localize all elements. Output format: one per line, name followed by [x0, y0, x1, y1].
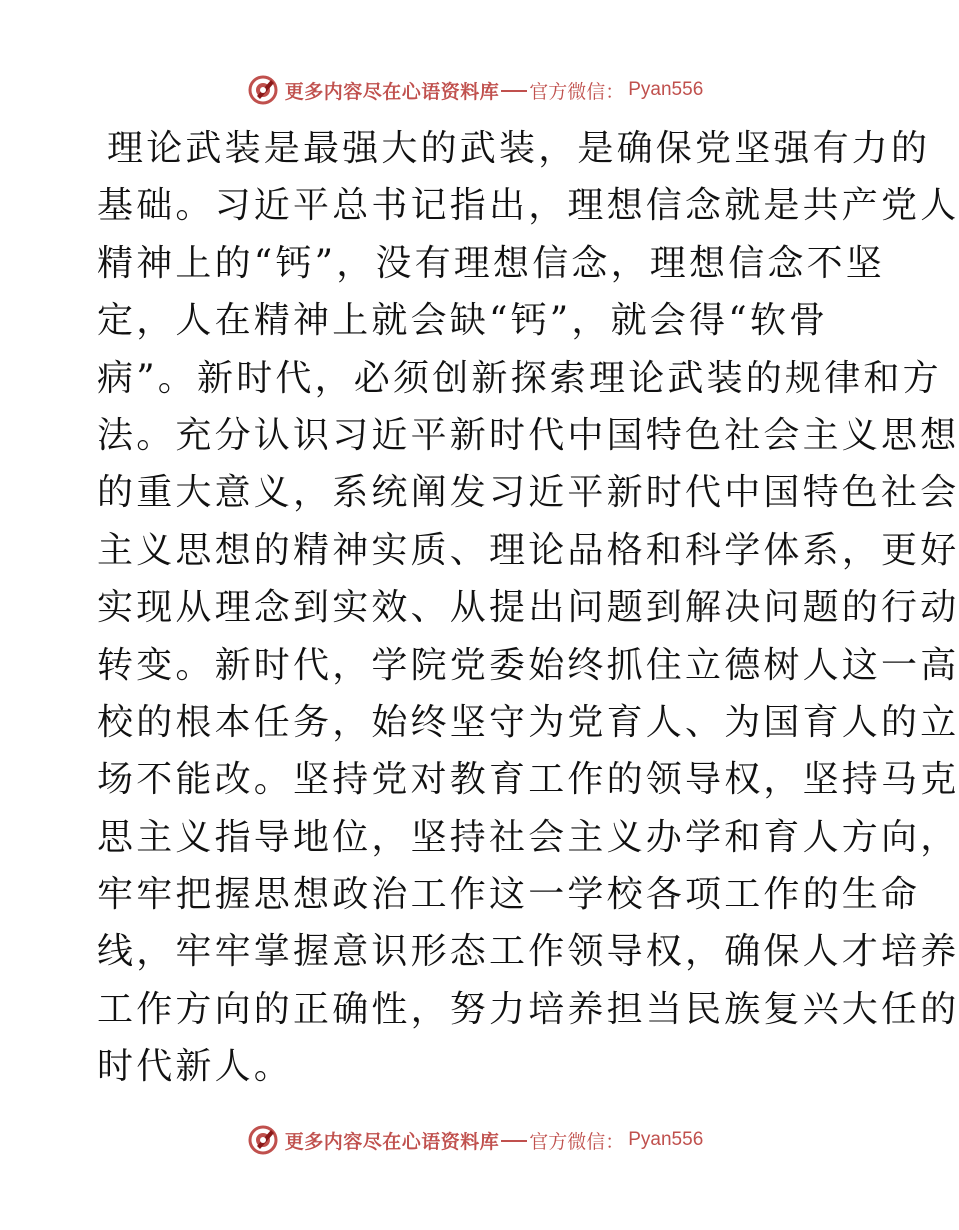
seal-logo-icon: [247, 1124, 279, 1156]
text-line: 工作方向的正确性，努力培养担当民族复兴大任的: [97, 988, 959, 1030]
banner-main-text: 更多内容尽在心语资料库: [284, 1130, 500, 1153]
banner-wechat-id: Pyan556: [628, 1129, 704, 1150]
text-line: 基础。习近平总书记指出，理想信念就是共产党人: [97, 185, 959, 227]
footer-banner: [0, 1122, 950, 1158]
banner-wechat-label: 官方微信：: [529, 1130, 625, 1153]
text-line: 精神上的“钙”，没有理想信念，理想信念不坚: [97, 242, 886, 284]
banner-wechat-id: Pyan556: [628, 79, 704, 100]
banner-wechat-label: 官方微信：: [529, 80, 625, 103]
banner-dash: [501, 1140, 527, 1142]
text-line: 定，人在精神上就会缺“钙”，就会得“软骨: [97, 300, 829, 342]
text-line: 转变。新时代，学院党委始终抓住立德树人这一高: [97, 644, 959, 686]
header-banner: [0, 72, 950, 108]
text-line: 实现从理念到实效、从提出问题到解决问题的行动: [97, 587, 959, 629]
text-line: 牢牢把握思想政治工作这一学校各项工作的生命: [97, 874, 921, 916]
banner-main-text: 更多内容尽在心语资料库: [284, 80, 500, 103]
body-paragraph: [97, 120, 959, 1096]
text-line: 病”。新时代，必须创新探索理论武装的规律和方: [97, 357, 942, 399]
seal-logo-icon: [247, 74, 279, 106]
text-line: 时代新人。: [97, 1046, 294, 1088]
banner-dash: [501, 90, 527, 92]
text-line: 校的根本任务，始终坚守为党育人、为国育人的立: [97, 701, 959, 743]
text-line: 法。充分认识习近平新时代中国特色社会主义思想: [97, 414, 959, 456]
text-line: 理论武装是最强大的武装，是确保党坚强有力的: [107, 128, 931, 169]
text-line: 思主义指导地位，坚持社会主义办学和育人方向，: [97, 816, 959, 858]
text-line: 线，牢牢掌握意识形态工作领导权，确保人才培养: [97, 931, 959, 973]
text-line: 主义思想的精神实质、理论品格和科学体系，更好: [97, 529, 959, 571]
text-line: 场不能改。坚持党对教育工作的领导权，坚持马克: [97, 759, 959, 801]
text-line: 的重大意义，系统阐发习近平新时代中国特色社会: [97, 472, 959, 514]
